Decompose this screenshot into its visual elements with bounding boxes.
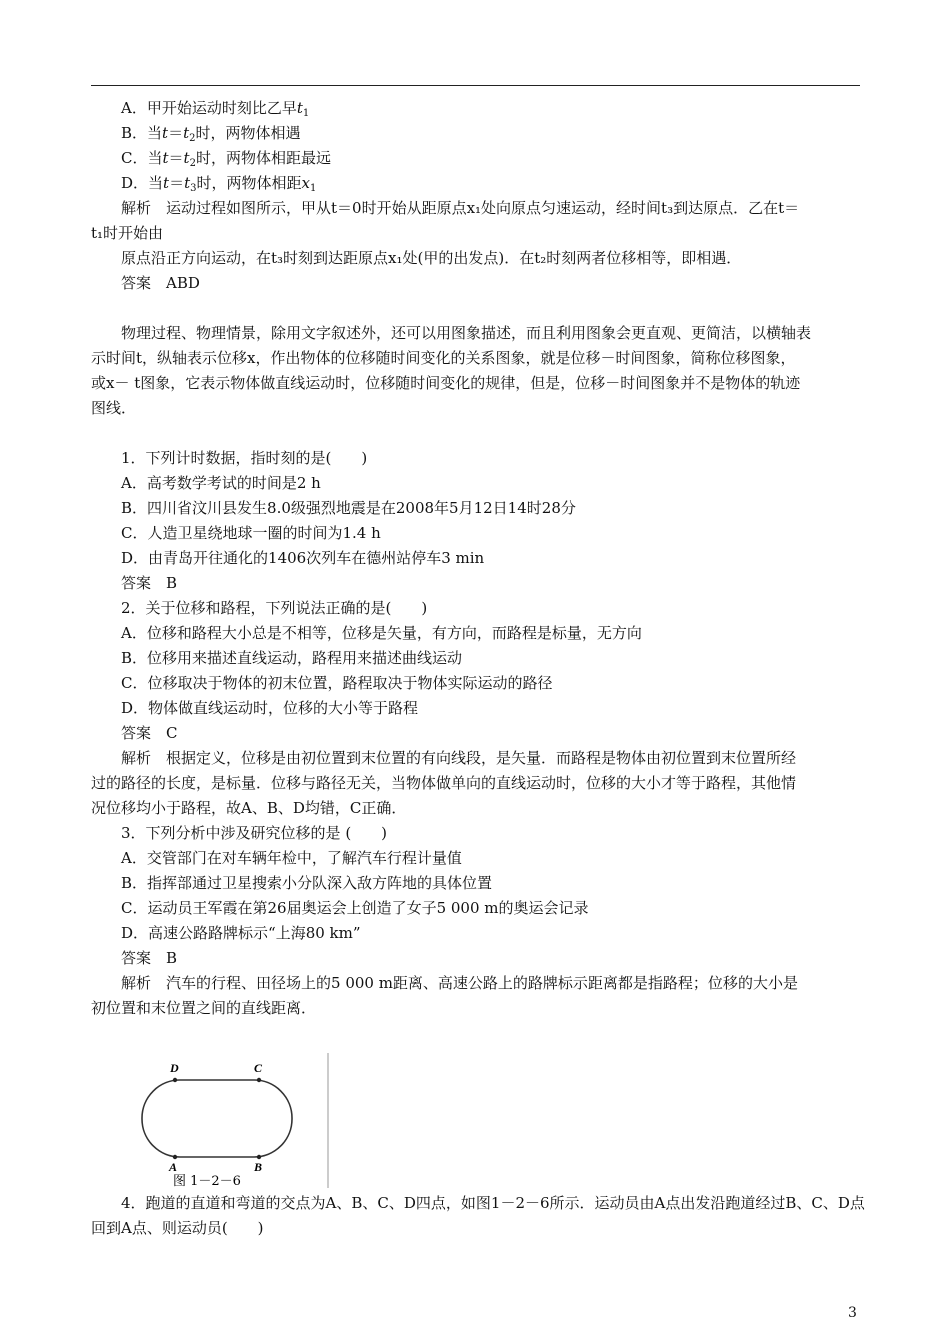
summary-line-3: 或x－ t图象，它表示物体做直线运动时，位移随时间变化的规律，但是，位移－时间图象并不是物体的轨迹 bbox=[91, 374, 801, 392]
summary-line-1: 物理过程、物理情景，除用文字叙述外，还可以用图象描述，而且利用图象会更直观、更简洁，以横轴表 bbox=[121, 324, 812, 342]
q3-stem: 3．下列分析中涉及研究位移的是 ( ) bbox=[121, 824, 388, 842]
point-d bbox=[173, 1078, 177, 1082]
q3-analysis-line-2: 初位置和末位置之间的直线距离． bbox=[91, 999, 317, 1017]
q3-option-a: A．交管部门在对车辆年检中，了解汽车行程计量值 bbox=[121, 849, 462, 867]
q1-answer: 答案 B bbox=[121, 574, 178, 592]
option-c: C．当$t=t_2$时，两物体相距最远 bbox=[121, 149, 331, 169]
q3-option-d: D．高速公路路牌标示“上海80 km” bbox=[121, 924, 361, 942]
point-b bbox=[257, 1155, 261, 1159]
header-rule bbox=[91, 85, 860, 86]
q1-option-a: A．高考数学考试的时间是2 h bbox=[121, 474, 321, 492]
track-figure bbox=[121, 1053, 330, 1188]
q2-option-d: D．物体做直线运动时，位移的大小等于路程 bbox=[121, 699, 419, 717]
q3-answer: 答案 B bbox=[121, 949, 178, 967]
option-b: B．当$t=t_2$时，两物体相遇 bbox=[121, 124, 301, 144]
q2-option-b: B．位移用来描述直线运动，路程用来描述曲线运动 bbox=[121, 649, 463, 667]
prev-analysis-line-3: 原点沿正方向运动，在t₃时刻到达距原点x₁处(甲的出发点)．在t₂时刻两者位移相等，即相遇． bbox=[121, 249, 742, 267]
q3-option-c: C．运动员王军霞在第26届奥运会上创造了女子5 000 m的奥运会记录 bbox=[121, 899, 589, 917]
q1-option-b: B．四川省汶川县发生8.0级强烈地震是在2008年5月12日14时28分 bbox=[121, 499, 576, 517]
q2-analysis-line-2: 过的路径的长度，是标量．位移与路径无关，当物体做单向的直线运动时，位移的大小才等于路程，其他情 bbox=[91, 774, 797, 792]
option-a: A．甲开始运动时刻比乙早$t_1$ bbox=[121, 99, 310, 119]
q3-option-b: B．指挥部通过卫星搜索小分队深入敌方阵地的具体位置 bbox=[121, 874, 493, 892]
q3-analysis-line-1: 解析 汽车的行程、田径场上的5 000 m距离、高速公路上的路牌标示距离都是指路程；位移的大小是 bbox=[121, 974, 798, 992]
prev-analysis-line-1: 解析 运动过程如图所示，甲从t＝0时开始从距原点x₁处向原点匀速运动，经时间t₃到达原点．乙在t＝ bbox=[121, 199, 800, 217]
figure-caption: 图 1－2－6 bbox=[173, 1174, 241, 1188]
summary-line-4: 图线． bbox=[91, 399, 137, 417]
q2-option-c: C．位移取决于物体的初末位置，路程取决于物体实际运动的路径 bbox=[121, 674, 553, 692]
label-b: B bbox=[254, 1160, 263, 1174]
q4-stem-line-1: 4．跑道的直道和弯道的交点为A、B、C、D四点，如图1－2－6所示．运动员由A点出发沿跑道经过B、C、D点 bbox=[121, 1194, 865, 1212]
summary-line-2: 示时间t，纵轴表示位移x，作出物体的位移随时间变化的关系图象，就是位移－时间图象，简称位移图象， bbox=[91, 349, 796, 367]
point-c bbox=[257, 1078, 261, 1082]
q2-option-a: A．位移和路程大小总是不相等，位移是矢量，有方向，而路程是标量，无方向 bbox=[121, 624, 642, 642]
page-number: 3 bbox=[848, 1305, 857, 1321]
q2-analysis-line-3: 况位移均小于路程，故A、B、D均错，C正确． bbox=[91, 799, 407, 817]
q2-analysis-line-1: 解析 根据定义，位移是由初位置到末位置的有向线段，是矢量．而路程是物体由初位置到末位置所经 bbox=[121, 749, 797, 767]
q1-stem: 1．下列计时数据，指时刻的是( ) bbox=[121, 449, 368, 467]
label-c: C bbox=[254, 1061, 263, 1075]
q2-stem: 2．关于位移和路程，下列说法正确的是( ) bbox=[121, 599, 428, 617]
q2-answer: 答案 C bbox=[121, 724, 178, 742]
point-a bbox=[173, 1155, 177, 1159]
prev-analysis-line-2: t₁时开始由 bbox=[91, 224, 164, 242]
q1-option-d: D．由青岛开往通化的1406次列车在德州站停车3 min bbox=[121, 549, 485, 567]
q1-option-c: C．人造卫星绕地球一圈的时间为1.4 h bbox=[121, 524, 381, 542]
q4-stem-line-2: 回到A点、则运动员( ) bbox=[91, 1219, 264, 1237]
prev-answer: 答案 ABD bbox=[121, 274, 200, 292]
label-d: D bbox=[170, 1061, 179, 1075]
option-d: D．当$t=t_3$时，两物体相距$x_1$ bbox=[121, 174, 317, 194]
label-a: A bbox=[169, 1160, 178, 1174]
track-outline bbox=[142, 1080, 292, 1157]
